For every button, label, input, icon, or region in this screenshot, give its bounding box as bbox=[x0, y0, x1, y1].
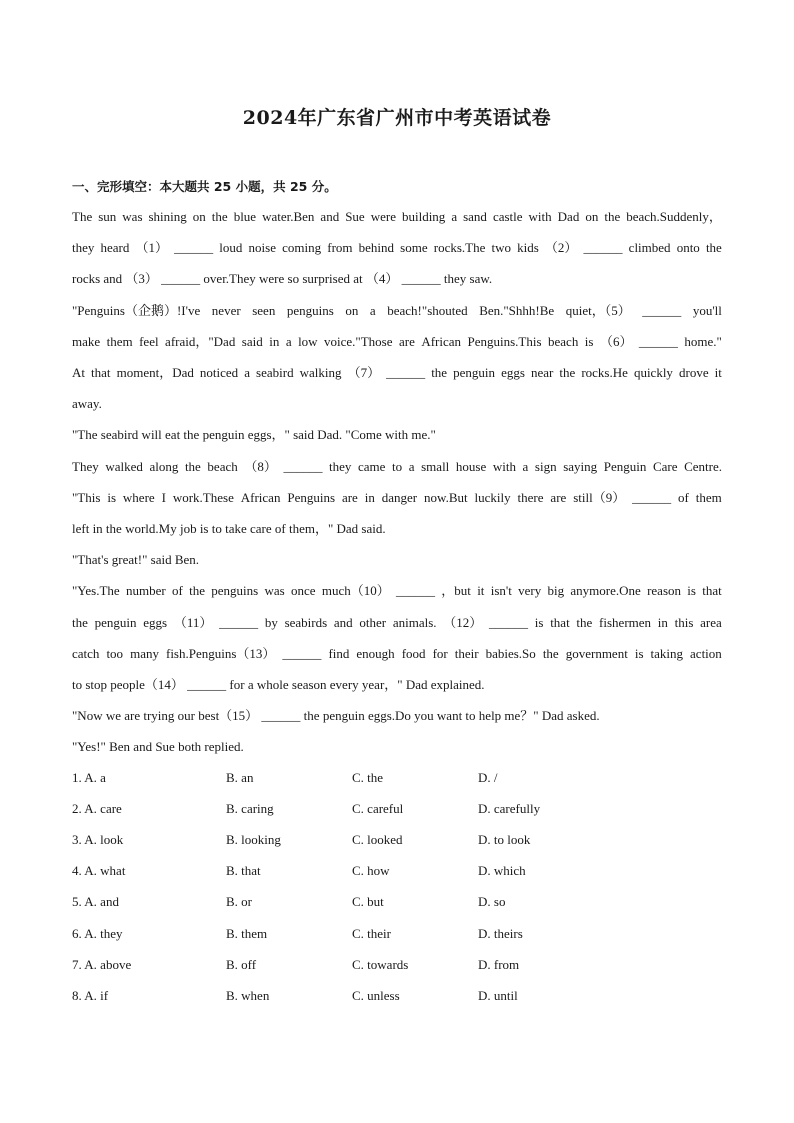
option-c: C. but bbox=[352, 894, 384, 910]
option-c: C. the bbox=[352, 769, 384, 785]
passage-line: "That's great!" said Ben. bbox=[72, 552, 200, 568]
passage-line: to stop people（14） ______ for a whole season every year，" Dad explained. bbox=[72, 677, 485, 693]
passage-line: rocks and （3） ______ over.They were so surprised at （4） ______ they saw. bbox=[72, 271, 493, 287]
question-row bbox=[72, 887, 722, 918]
option-c: C. their bbox=[352, 925, 391, 941]
option-b: B. when bbox=[226, 987, 270, 1003]
answer-options bbox=[72, 762, 722, 1012]
passage-line: "Penguins（企鹅）!I've never seen penguins on a beach!"shouted Ben."Shhh!Be quiet，（5） ______ you'll bbox=[72, 302, 722, 318]
option-d: D. carefully bbox=[478, 800, 541, 816]
option-b: B. or bbox=[226, 894, 252, 910]
question-row bbox=[72, 824, 722, 855]
option-a: 8. A. if bbox=[72, 987, 109, 1003]
question-row bbox=[72, 949, 722, 980]
option-b: B. off bbox=[226, 956, 257, 972]
option-a: 6. A. they bbox=[72, 925, 123, 941]
passage-line: away. bbox=[72, 396, 102, 412]
question-row bbox=[72, 918, 722, 949]
option-b: B. caring bbox=[226, 800, 274, 816]
question-row bbox=[72, 762, 722, 793]
option-c: C. looked bbox=[352, 831, 403, 847]
option-c: C. towards bbox=[352, 956, 409, 972]
passage-line: They walked along the beach （8） ______ they came to a small house with a sign saying Penguin Care Centre. bbox=[72, 458, 722, 474]
passage-line: left in the world.My job is to take care of them，" Dad said. bbox=[72, 521, 386, 537]
option-d: D. theirs bbox=[478, 925, 523, 941]
page-title: 2024年广东省广州市中考英语试卷 bbox=[242, 107, 552, 129]
option-a: 2. A. care bbox=[72, 800, 122, 816]
question-row bbox=[72, 980, 722, 1011]
option-d: D. until bbox=[478, 987, 518, 1003]
option-d: D. which bbox=[478, 863, 526, 879]
option-d: D. to look bbox=[478, 831, 531, 847]
passage-line: they heard （1） ______ loud noise coming from behind some rocks.The two kids （2） ______ climbed onto the bbox=[72, 240, 722, 256]
option-a: 7. A. above bbox=[72, 956, 132, 972]
passage-line: make them feel afraid，"Dad said in a low voice."Those are African Penguins.This beach is （6） ______ home." bbox=[72, 333, 722, 349]
option-b: B. an bbox=[226, 769, 254, 785]
option-a: 4. A. what bbox=[72, 863, 126, 879]
passage-line: "Yes.The number of the penguins was once much（10） ______ ，but it isn't very big anymore.One reason is that bbox=[72, 583, 722, 599]
passage-line: "The seabird will eat the penguin eggs，" said Dad. "Come with me." bbox=[72, 427, 436, 443]
option-c: C. unless bbox=[352, 987, 400, 1003]
section-heading: 一、完形填空：本大题共 25 小题，共 25 分。 bbox=[72, 179, 337, 194]
passage-line: catch too many fish.Penguins（13） ______ find enough food for their babies.So the government is taking action bbox=[72, 645, 722, 661]
passage-line: The sun was shining on the blue water.Ben and Sue were building a sand castle with Dad on the beach.Suddenly， bbox=[72, 209, 722, 224]
option-b: B. looking bbox=[226, 831, 281, 847]
question-row bbox=[72, 856, 722, 887]
option-d: D. from bbox=[478, 956, 520, 972]
cloze-passage bbox=[72, 201, 722, 763]
option-a: 1. A. a bbox=[72, 769, 106, 785]
passage-line: "Now we are trying our best（15） ______ the penguin eggs.Do you want to help me？" Dad asked. bbox=[72, 708, 600, 724]
question-row bbox=[72, 793, 722, 824]
option-a: 3. A. look bbox=[72, 831, 124, 847]
passage-line: "Yes!" Ben and Sue both replied. bbox=[72, 739, 244, 755]
passage-line: At that moment，Dad noticed a seabird walking （7） ______ the penguin eggs near the rocks.He quickly drove it bbox=[72, 365, 722, 381]
option-b: B. them bbox=[226, 925, 268, 941]
option-b: B. that bbox=[226, 863, 261, 879]
option-a: 5. A. and bbox=[72, 894, 119, 910]
option-d: D. so bbox=[478, 894, 506, 910]
passage-line: "This is where I work.These African Penguins are in danger now.But luckily there are still（9） ______ of them bbox=[72, 489, 722, 505]
passage-line: the penguin eggs （11） ______ by seabirds and other animals. （12） ______ is that the fishermen in this area bbox=[72, 614, 722, 630]
option-d: D. / bbox=[478, 769, 498, 785]
option-c: C. careful bbox=[352, 800, 404, 816]
option-c: C. how bbox=[352, 863, 390, 879]
